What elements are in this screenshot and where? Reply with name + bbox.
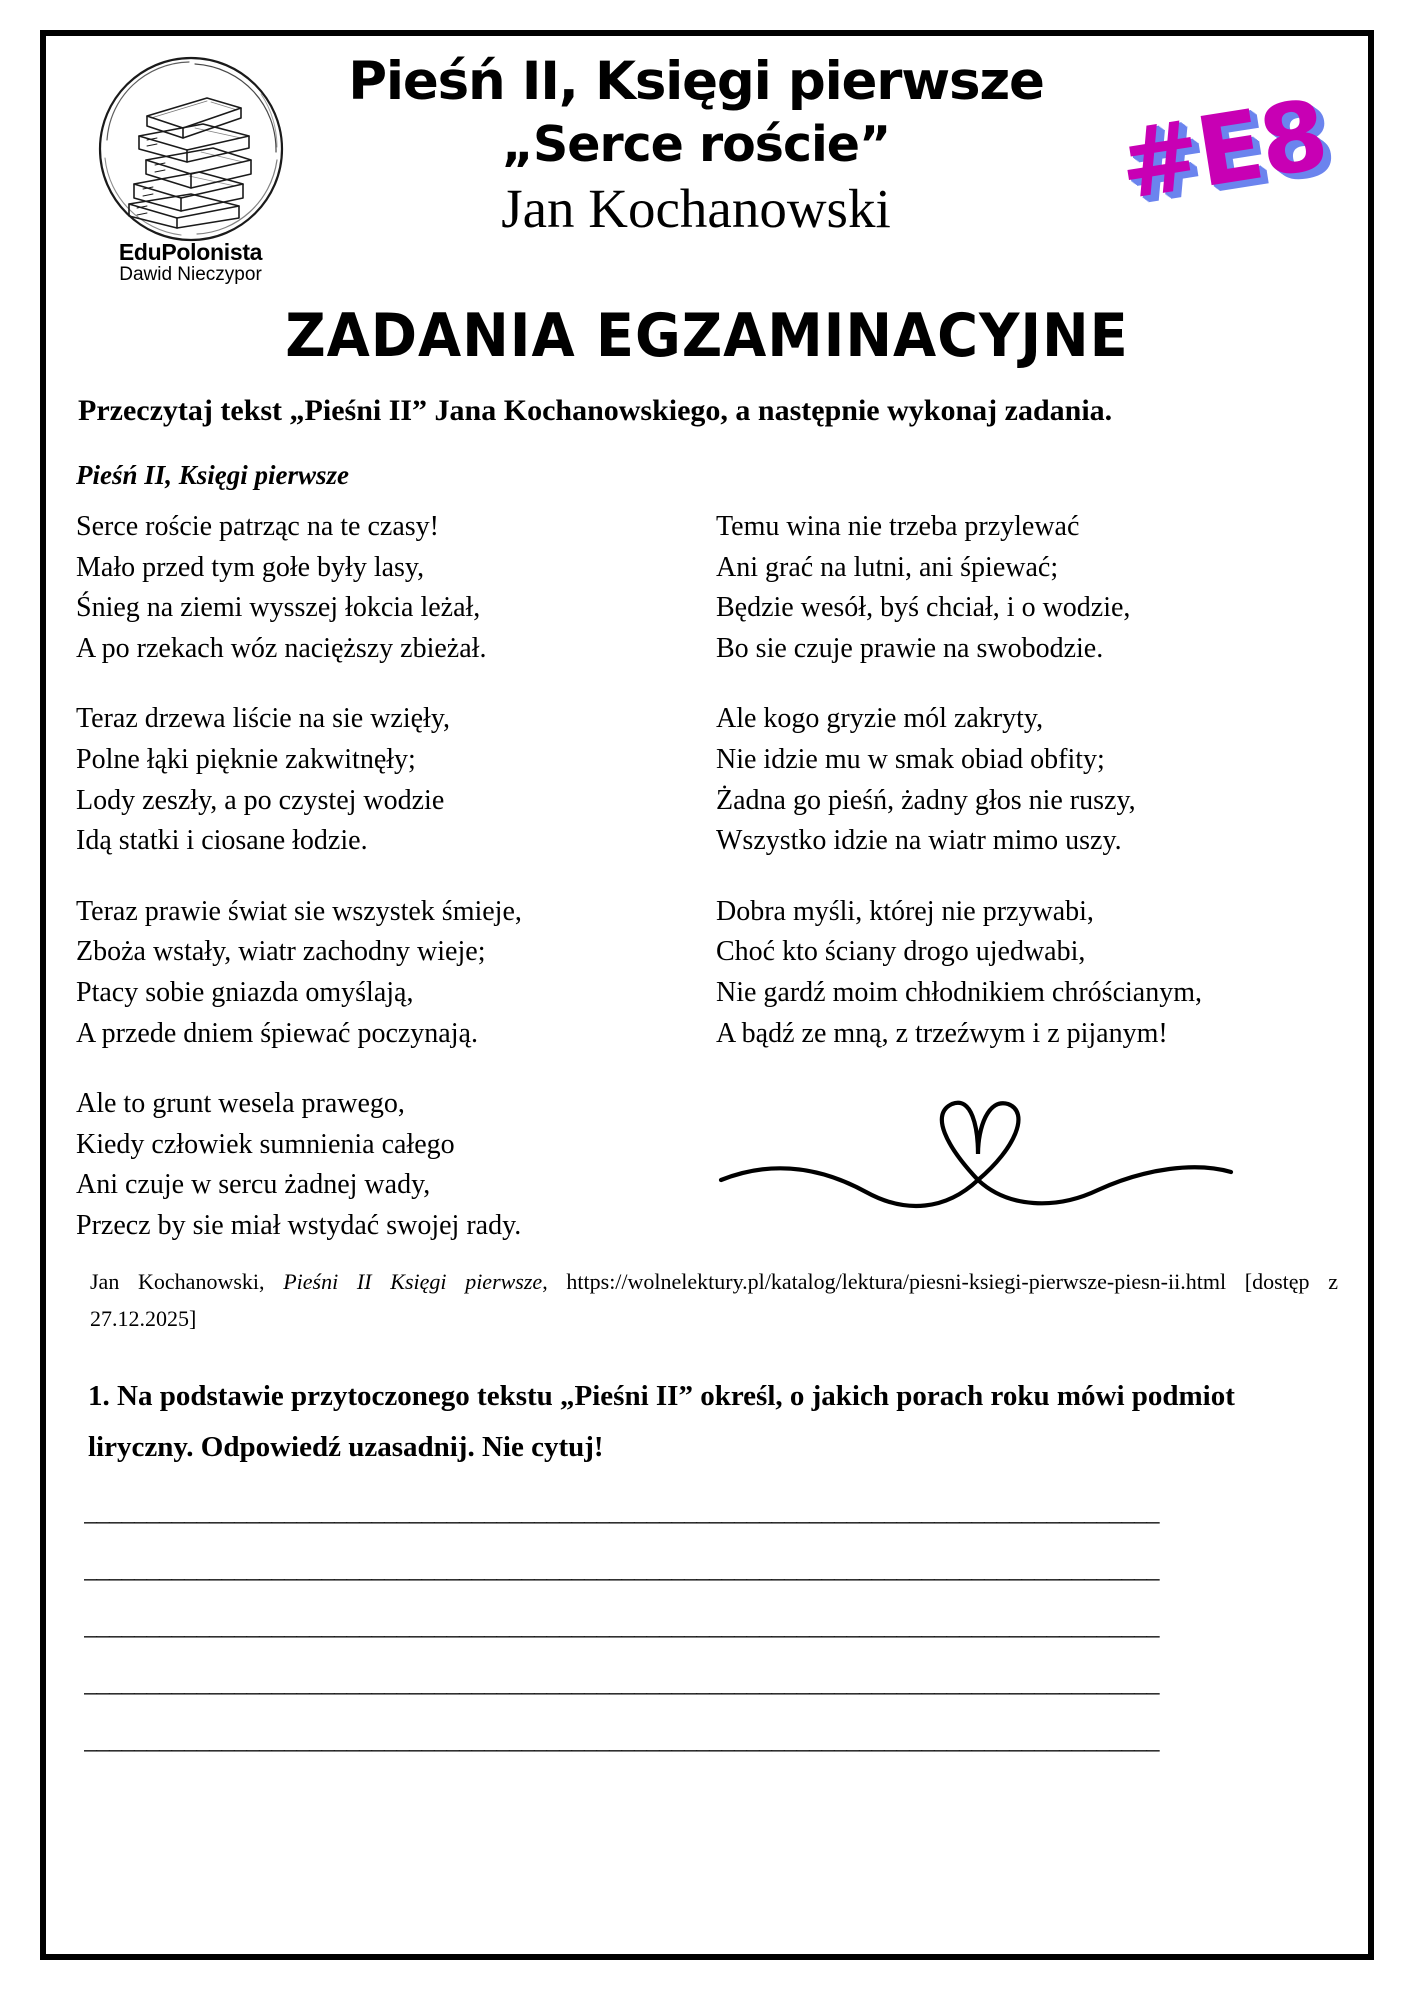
stanza bbox=[716, 699, 1316, 861]
poem-title-line2: „Serce roście” bbox=[501, 115, 891, 173]
verse-line: Choć kto ściany drogo ujedwabi, bbox=[716, 936, 1086, 968]
verse-line: Przecz by sie miał wstydać swojej rady. bbox=[76, 1209, 522, 1241]
stanza bbox=[76, 1084, 676, 1246]
verse-line: Wszystko idzie na wiatr mimo uszy. bbox=[716, 825, 1122, 857]
stanza bbox=[716, 507, 1316, 669]
stanza bbox=[76, 507, 676, 669]
instruction-text: Przeczytaj tekst „Pieśni II” Jana Kochanowskiego, a następnie wykonaj zadania. bbox=[78, 394, 1113, 427]
verse-line: Ani czuje w sercu żadnej wady, bbox=[76, 1169, 431, 1201]
poem-right-column bbox=[716, 507, 1316, 1247]
verse-line: Kiedy człowiek sumnienia całego bbox=[76, 1128, 455, 1160]
verse-line: A przede dniem śpiewać poczynają. bbox=[76, 1017, 478, 1049]
verse-line: Bo sie czuje prawie na swobodzie. bbox=[716, 632, 1104, 664]
stanza bbox=[76, 699, 676, 861]
verse-line: Lody zeszły, a po czystej wodzie bbox=[76, 784, 445, 816]
verse-line: Nie gardź moim chłodnikiem chróścianym, bbox=[716, 976, 1202, 1008]
episode-badge: #E8 bbox=[1111, 78, 1334, 222]
verse-line: Ale to grunt wesela prawego, bbox=[76, 1088, 405, 1120]
verse-line: Ale kogo gryzie mól zakryty, bbox=[716, 703, 1044, 735]
verse-line: Żadna go pieśń, żadny głos nie ruszy, bbox=[716, 784, 1136, 816]
verse-line: Serce roście patrząc na te czasy! bbox=[76, 510, 439, 542]
verse-line: Ptacy sobie gniazda omyślają, bbox=[76, 976, 414, 1008]
citation-url: , https://wolnelektury.pl/katalog/lektura/piesni-ksiegi-pierwsze-piesn-ii.html [dostęp z 27.12.2025] bbox=[90, 1269, 1338, 1331]
poem-left-column bbox=[76, 507, 676, 1247]
brand-name: EduPolonista bbox=[118, 239, 263, 265]
citation-work: Pieśni II Księgi pierwsze bbox=[283, 1269, 543, 1295]
answer-line[interactable]: ______________________________________________________________________________________ bbox=[84, 1553, 1159, 1583]
verse-line: Teraz drzewa liście na sie wzięły, bbox=[76, 703, 451, 735]
verse-line: Będzie wesół, byś chciał, i o wodzie, bbox=[716, 592, 1131, 624]
poem-columns bbox=[46, 507, 1368, 1247]
verse-line: Temu wina nie trzeba przylewać bbox=[716, 510, 1080, 542]
stanza bbox=[76, 892, 676, 1054]
verse-line: Teraz prawie świat sie wszystek śmieje, bbox=[76, 895, 522, 927]
answer-area[interactable] bbox=[84, 1483, 1338, 1768]
poem-heading: Pieśń II, Księgi pierwsze bbox=[76, 459, 350, 490]
title-block bbox=[256, 51, 1136, 242]
question-1-text: 1. Na podstawie przytoczonego tekstu „Pieśni II” określ, o jakich porach roku mówi podmiot liryczny. Odpowiedź uzasadnij. Nie cytuj! bbox=[88, 1380, 1235, 1463]
verse-line: Śnieg na ziemi wysszej łokcia leżał, bbox=[76, 592, 481, 624]
section-heading: ZADANIA EGZAMINACYJNE bbox=[285, 301, 1129, 371]
verse-line: Mało przed tym gołe były lasy, bbox=[76, 551, 425, 583]
brand-author: Dawid Nieczypor bbox=[119, 264, 262, 286]
verse-line: Ani grać na lutni, ani śpiewać; bbox=[716, 551, 1059, 583]
citation-author: Jan Kochanowski, bbox=[90, 1269, 284, 1295]
verse-line: Nie idzie mu w smak obiad obfity; bbox=[716, 743, 1105, 775]
stanza bbox=[716, 892, 1316, 1054]
verse-line: Idą statki i ciosane łodzie. bbox=[76, 825, 368, 857]
page-header bbox=[46, 36, 1368, 386]
answer-line[interactable]: ______________________________________________________________________________________ bbox=[84, 1724, 1159, 1754]
verse-line: Polne łąki pięknie zakwitnęły; bbox=[76, 743, 416, 775]
verse-line: Zboża wstały, wiatr zachodny wieje; bbox=[76, 936, 486, 968]
answer-line[interactable]: ______________________________________________________________________________________ bbox=[84, 1667, 1159, 1697]
source-citation bbox=[90, 1264, 1338, 1337]
poem-title-line1: Pieśń II, Księgi pierwsze bbox=[348, 51, 1044, 112]
verse-line: Dobra myśli, której nie przywabi, bbox=[716, 895, 1094, 927]
answer-line[interactable]: ______________________________________________________________________________________ bbox=[84, 1610, 1159, 1640]
verse-line: A bądź ze mną, z trzeźwym i z pijanym! bbox=[716, 1017, 1168, 1049]
worksheet-page bbox=[40, 30, 1374, 1960]
heart-swash-divider-icon bbox=[716, 1084, 1236, 1224]
poem-author: Jan Kochanowski bbox=[501, 177, 891, 239]
verse-line: A po rzekach wóz nacięższy zbieżał. bbox=[76, 632, 487, 664]
answer-line[interactable]: ______________________________________________________________________________________ bbox=[84, 1496, 1159, 1526]
